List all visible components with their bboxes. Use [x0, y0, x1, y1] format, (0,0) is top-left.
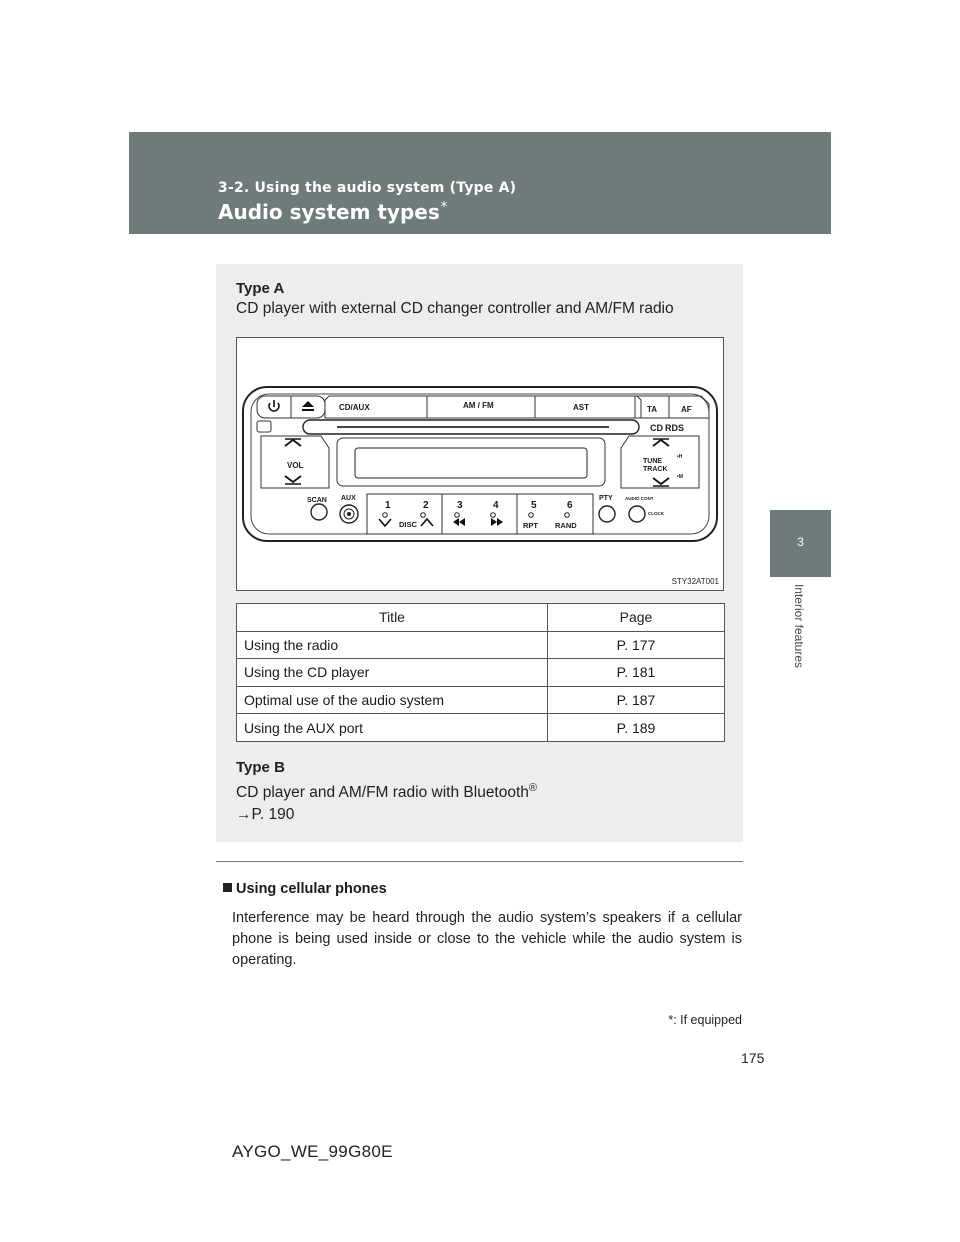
page-number: 175 [741, 1050, 765, 1066]
preset-4-button[interactable]: 4 [493, 500, 499, 511]
scan-label: SCAN [307, 497, 327, 504]
footnote [668, 1013, 742, 1027]
audio-cont-label: AUDIO CONT [625, 496, 654, 501]
track-label: TRACK [643, 466, 668, 473]
radio-figure [236, 337, 724, 591]
ta-button[interactable]: TA [647, 405, 658, 414]
scan-button[interactable] [311, 504, 327, 520]
preset-3-button[interactable]: 3 [457, 500, 463, 511]
type-b-description [236, 782, 537, 802]
chapter-label: Interior features [792, 583, 806, 669]
pty-label: PTY [599, 495, 613, 502]
row-page-link[interactable]: P. 181 [548, 659, 725, 687]
row-page-link[interactable]: P. 187 [548, 686, 725, 714]
ast-button[interactable]: AST [573, 403, 589, 412]
cd-aux-button[interactable]: CD/AUX [339, 403, 370, 412]
footnote-text: : If equipped [673, 1013, 742, 1027]
note-body: Interference may be heard through the audio system’s speakers if a cellular phone is being used inside or close to the vehicle while the audio system is operating. [232, 910, 742, 968]
type-b-reference-link[interactable]: →P. 190 [236, 806, 295, 823]
row-page-link[interactable]: P. 177 [548, 631, 725, 659]
preset-5-button[interactable]: 5 [531, 500, 537, 511]
type-a-description: CD player with external CD changer controller and AM/FM radio [236, 300, 674, 317]
row-title: Using the CD player [237, 659, 548, 687]
column-header-title: Title [237, 604, 548, 632]
note-title-text: Using cellular phones [236, 881, 387, 897]
preset-6-button[interactable]: 6 [567, 500, 573, 511]
tune-label: TUNE [643, 458, 663, 465]
type-b-title: Type B [236, 759, 285, 776]
note-title [223, 881, 387, 897]
row-page-link[interactable]: P. 189 [548, 714, 725, 742]
section-divider [216, 861, 743, 862]
radio-illustration [237, 338, 723, 590]
audio-control-button[interactable] [629, 506, 645, 522]
table-row [237, 686, 725, 714]
row-title: Optimal use of the audio system [237, 686, 548, 714]
preset-2-button[interactable]: 2 [423, 500, 429, 511]
registered-mark: ® [528, 782, 538, 794]
page-title-text: Audio system types [218, 200, 440, 224]
row-title: Using the AUX port [237, 714, 548, 742]
vol-label: VOL [287, 461, 304, 470]
af-button[interactable]: AF [681, 405, 692, 414]
clock-label: CLOCK [648, 511, 664, 516]
table-row [237, 631, 725, 659]
figure-code: STY32AT001 [671, 577, 719, 586]
column-header-page: Page [548, 604, 725, 632]
section-label: 3-2. Using the audio system (Type A) [218, 180, 517, 196]
aux-label: AUX [341, 495, 356, 502]
rpt-label: RPT [523, 521, 538, 530]
type-b-description-text: CD player and AM/FM radio with Bluetooth [236, 784, 529, 802]
table-header-row [237, 604, 725, 632]
chapter-number: 3 [797, 535, 804, 549]
bullet-square-icon [223, 883, 232, 892]
table-row [237, 659, 725, 687]
if-equipped-mark: * [440, 200, 448, 216]
type-a-title: Type A [236, 280, 285, 297]
cd-mark: CD [650, 423, 663, 433]
rds-mark: RDS [665, 423, 685, 433]
footnote-mark: * [668, 1013, 674, 1027]
document-code: AYGO_WE_99G80E [232, 1142, 393, 1161]
disc-label: DISC [399, 520, 417, 529]
pty-button[interactable] [599, 506, 615, 522]
am-fm-button[interactable]: AM / FM [463, 401, 494, 410]
rand-label: RAND [555, 521, 577, 530]
row-title: Using the radio [237, 631, 548, 659]
m-label: •M [677, 474, 683, 480]
preset-1-button[interactable]: 1 [385, 500, 391, 511]
reference-table [236, 603, 725, 742]
page-title [218, 200, 447, 224]
table-row [237, 714, 725, 742]
h-label: •H [677, 454, 683, 460]
